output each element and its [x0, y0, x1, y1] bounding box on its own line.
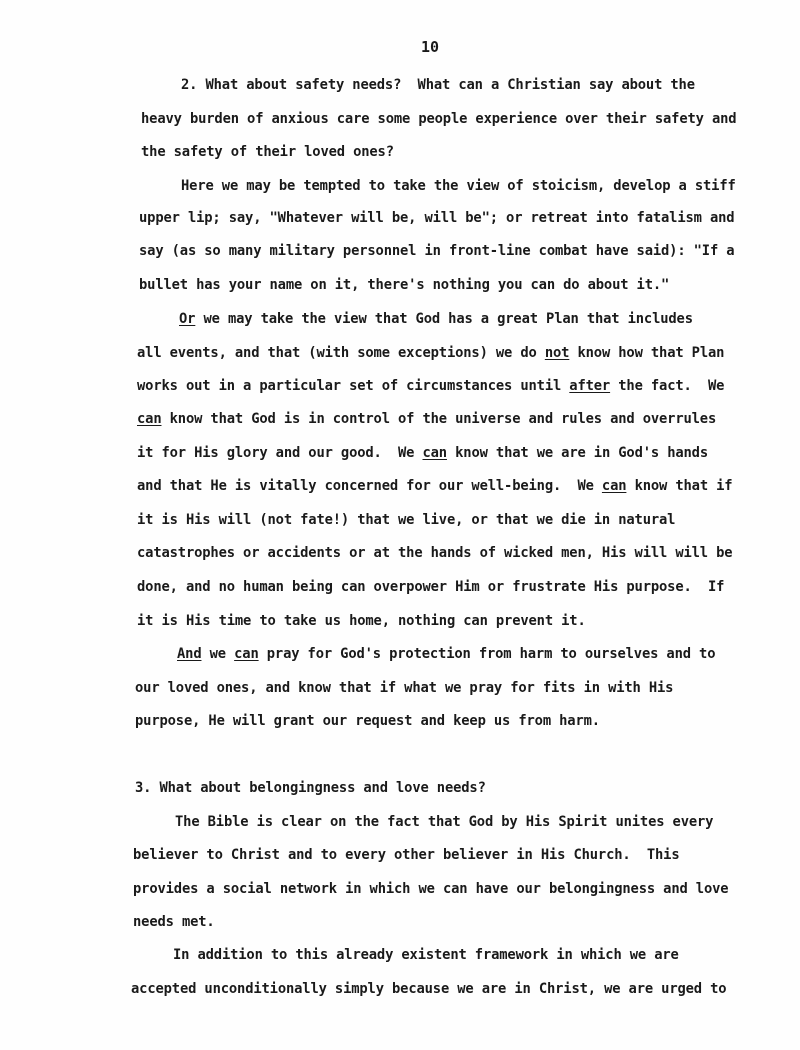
- underlined-word: not: [544, 345, 570, 361]
- text-line: [175, 813, 713, 831]
- text-line: [133, 913, 215, 931]
- text-segment: know that God is in control of the universe and rules and overrules: [161, 411, 717, 427]
- text-segment: know how that Plan: [569, 345, 725, 361]
- text-line: [137, 410, 716, 428]
- text-segment: pray for God's protection from harm to ourselves and to: [258, 646, 716, 662]
- text-line: [181, 76, 695, 94]
- text-line: [137, 377, 724, 395]
- text-segment: works out in a particular set of circumstances until: [137, 378, 570, 394]
- text-segment: bullet has your name on it, there's nothing you can do about it.": [139, 277, 670, 293]
- text-segment: upper lip; say, "Whatever will be, will be"; or retreat into fatalism and: [139, 210, 735, 226]
- text-line: [141, 110, 736, 128]
- text-line: [139, 276, 669, 294]
- text-segment: 2. What about safety needs? What can a Christian say about the: [181, 77, 695, 93]
- text-line: [141, 143, 394, 161]
- text-line: [131, 980, 726, 998]
- text-line: [135, 679, 673, 697]
- text-segment: we may take the view that God has a great Plan that includes: [195, 311, 693, 327]
- text-line: [139, 242, 734, 260]
- text-segment: and that He is vitally concerned for our well-being. We: [137, 478, 602, 494]
- text-line: [137, 612, 586, 630]
- text-segment: know that we are in God's hands: [446, 445, 708, 461]
- text-segment: In addition to this already existent framework in which we are: [173, 947, 679, 963]
- text-line: [133, 846, 679, 864]
- text-line: [137, 444, 708, 462]
- text-segment: The Bible is clear on the fact that God by His Spirit unites every: [175, 814, 714, 830]
- text-segment: Here we may be tempted to take the view of stoicism, develop a stiff: [181, 178, 736, 194]
- text-segment: 3. What about belongingness and love needs?: [135, 780, 486, 796]
- text-segment: our loved ones, and know that if what we pray for fits in with His: [135, 680, 674, 696]
- text-line: [135, 712, 600, 730]
- text-segment: heavy burden of anxious care some people experience over their safety and: [141, 111, 737, 127]
- underlined-word: can: [601, 478, 627, 494]
- text-segment: say (as so many military personnel in front-line combat have said): "If a: [139, 243, 735, 259]
- text-line: [181, 177, 736, 195]
- text-segment: needs met.: [133, 914, 215, 930]
- underlined-word: can: [422, 445, 447, 461]
- text-line: [173, 946, 679, 964]
- text-segment: it is His time to take us home, nothing can prevent it.: [137, 613, 586, 629]
- text-segment: the safety of their loved ones?: [141, 144, 394, 160]
- text-line: [133, 880, 728, 898]
- text-line: [137, 344, 724, 362]
- page-number: 10: [420, 38, 440, 56]
- underlined-word: And: [177, 646, 202, 662]
- text-line: [135, 779, 486, 797]
- text-segment: purpose, He will grant our request and keep us from harm.: [135, 713, 600, 729]
- underlined-word: can: [137, 411, 162, 427]
- text-segment: accepted unconditionally simply because we are in Christ, we are urged to: [131, 981, 727, 997]
- text-line: [137, 544, 732, 562]
- text-segment: believer to Christ and to every other believer in His Church. This: [133, 847, 680, 863]
- text-segment: know that if: [626, 478, 733, 494]
- text-segment: we: [201, 646, 235, 662]
- text-line: [139, 209, 734, 227]
- text-segment: the fact. We: [610, 378, 725, 394]
- text-segment: all events, and that (with some exceptions) we do: [137, 345, 545, 361]
- text-line: [177, 645, 715, 663]
- text-segment: done, and no human being can overpower Him or frustrate His purpose. If: [137, 579, 725, 595]
- underlined-word: can: [234, 646, 259, 662]
- text-line: [137, 477, 732, 495]
- text-segment: provides a social network in which we can have our belongingness and love: [133, 881, 729, 897]
- text-line: [137, 511, 675, 529]
- text-segment: catastrophes or accidents or at the hands of wicked men, His will will be: [137, 545, 733, 561]
- text-segment: it is His will (not fate!) that we live, or that we die in natural: [137, 512, 676, 528]
- text-line: [179, 310, 693, 328]
- underlined-word: after: [569, 378, 611, 394]
- text-segment: it for His glory and our good. We: [137, 445, 423, 461]
- text-line: [137, 578, 724, 596]
- underlined-word: Or: [179, 311, 196, 327]
